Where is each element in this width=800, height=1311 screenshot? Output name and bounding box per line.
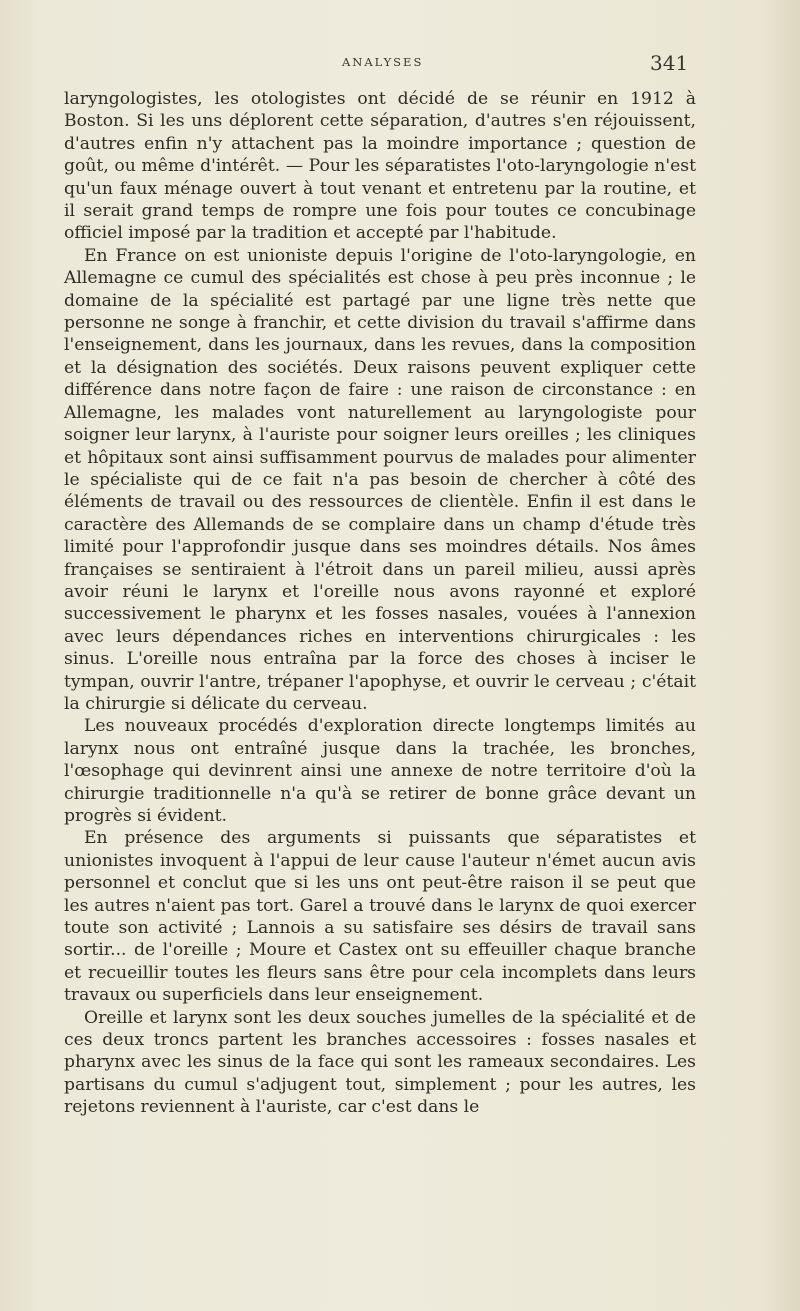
running-title: ANALYSES xyxy=(342,55,424,69)
page-number: 341 xyxy=(650,51,689,75)
paragraph-5: Oreille et larynx sont les deux souches jumelles de la spécialité et de ces deux troncs partent les branches accessoires : fosses nasales et pharynx avec les sinus de la face qui sont les rameaux secondaires. Les partisans du cumul s'adjugent tout, simplement ; pour les autres, les rejetons reviennent à l'auriste, car c'est dans le xyxy=(64,1007,696,1118)
paragraph-1: laryngologistes, les otologistes ont décidé de se réunir en 1912 à Boston. Si les uns déplorent cette séparation, d'autres s'en réjouissent, d'autres enfin n'y attachent pas la moindre importance ; question de goût, ou même d'intérêt. — Pour les séparatistes l'oto-laryngologie n'est qu'un faux ménage ouvert à tout venant et entretenu par la routine, et il serait grand temps de rompre une fois pour toutes ce concubinage officiel imposé par la tradition et accepté par l'habitude. xyxy=(64,89,696,244)
paragraph-3: Les nouveaux procédés d'exploration directe longtemps limités au larynx nous ont entraîné jusque dans la trachée, les bronches, l'œsophage qui devinrent ainsi une annexe de notre territoire d'où la chirurgie traditionnelle n'a qu'à se retirer de bonne grâce devant un progrès si évident. xyxy=(64,716,696,826)
paragraph-4: En présence des arguments si puissants que séparatistes et unionistes invoquent à l'appui de leur cause l'auteur n'émet aucun avis personnel et conclut que si les uns ont peut-être raison il se peut que les autres n'aient pas tort. Garel a trouvé dans le larynx de quoi exercer toute son activité ; Lannois a su satisfaire ses désirs de travail sans sortir... de l'oreille ; Moure et Castex ont su effeuiller chaque branche et recueillir toutes les fleurs sans être pour cela incomplets dans leurs travaux ou superficiels dans leur enseignement. xyxy=(64,828,696,1006)
paragraph-2: En France on est unioniste depuis l'origine de l'oto-laryngologie, en Allemagne ce cumul des spécialités est chose à peu près inconnue ; le domaine de la spécialité est partagé par une ligne très nette que personne ne songe à franchir, et cette division du travail s'affirme dans l'enseignement, dans les journaux, dans les revues, dans la composition et la désignation des sociétés. Deux raisons peuvent expliquer cette différence dans notre façon de faire : une raison de circonstance : en Allemagne, les malades vont naturellement au laryngologiste pour soigner leur larynx, à l'auriste pour soigner leurs oreilles ; les cliniques et hôpitaux sont ainsi suffisamment pourvus de malades pour alimenter le spécialiste qui de ce fait n'a pas besoin de chercher à côté des éléments de travail ou des ressources de clientèle. Enfin il est dans le caractère des Allemands de se complaire dans un champ d'étude très limité pour l'approfondir jusque dans ses moindres détails. Nos âmes françaises se sentiraient à l'étroit dans un pareil milieu, aussi après avoir réuni le larynx et l'oreille nous avons rayonné et exploré successivement le pharynx et les fosses nasales, vouées à l'annexion avec leurs dépendances riches en interventions chirurgicales : les sinus. L'oreille nous entraîna par la force des choses à inciser le tympan, ouvrir l'antre, trépaner l'apophyse, et ouvrir le cerveau ; c'était la chirurgie si délicate du cerveau. xyxy=(64,245,696,714)
body-text xyxy=(64,88,696,1119)
page-header xyxy=(0,53,800,79)
